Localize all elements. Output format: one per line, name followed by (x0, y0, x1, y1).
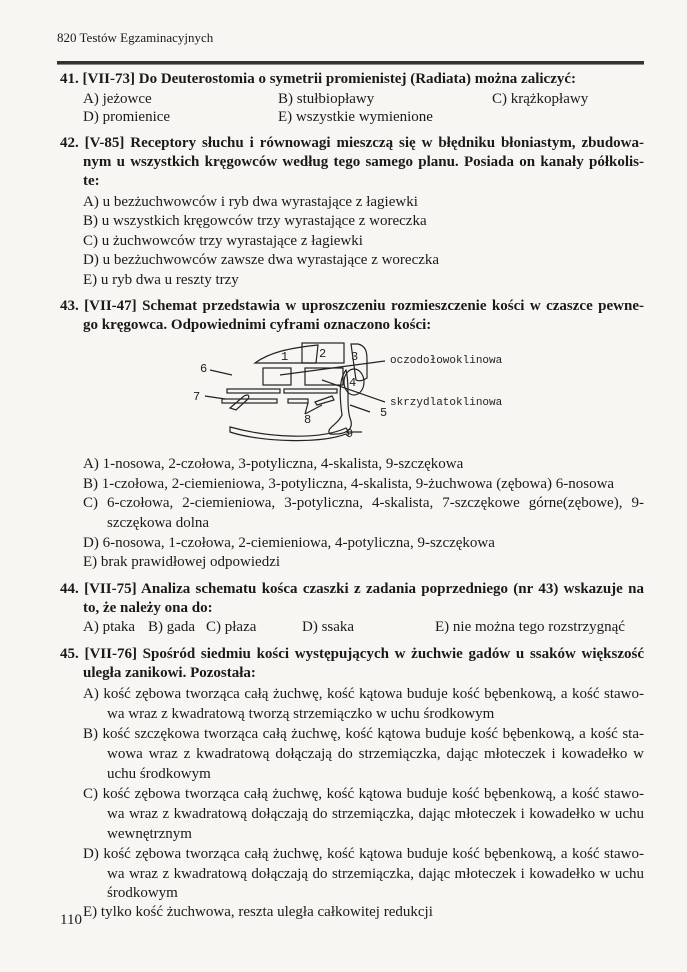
page-number: 110 (60, 912, 82, 928)
q44-option-e: E) nie można tego rozstrzygnąć (435, 619, 625, 635)
q41-option-d: D) promienice (83, 109, 171, 125)
q43-option-c: C) 6-czołowa, 2-ciemieniowa, 3-potyliczna, 4-skalista, 7-szczękowe górne(zębowe), 9- (83, 495, 644, 511)
q43-option-d: D) 6-nosowa, 1-czołowa, 2-ciemieniowa, 4-potyliczna, 9-szczękowa (83, 535, 495, 551)
q42-option-e: E) u ryb dwa u reszty trzy (83, 272, 239, 288)
q45-option-a: wa wraz z kwadratową tworzą strzemiączko w uchu środkowym (107, 706, 495, 722)
q45-option-c: C) kość zębowa tworząca całą żuchwę, kość kątowa buduje kość bębenkową, a kość stawo- (83, 786, 644, 802)
question-43-title: 43. [VII-47] Schemat przedstawia w uproszczeniu rozmieszczenie kości w czaszce pewne- (60, 298, 644, 314)
running-header: 820 Testów Egzaminacyjnych (57, 30, 214, 45)
question-44-title: to, że należy ona do: (83, 600, 213, 616)
bone-5 (329, 370, 351, 434)
label-pterygosphenoid: skrzydlatoklinowa (390, 397, 503, 409)
q42-option-b: B) u wszystkich kręgowców trzy wyrastające z woreczka (83, 213, 427, 229)
q43-option-b: B) 1-czołowa, 2-ciemieniowa, 3-potyliczna, 4-skalista, 9-żuchwowa (zębowa) 6-nosowa (83, 476, 615, 492)
q45-option-b: wowa wraz z kwadratową dołączają do strzemiączka, dając młoteczek i kowadełko w (107, 746, 644, 762)
q41-option-a: A) jeżowce (83, 91, 152, 107)
label-2: 2 (319, 347, 327, 361)
question-41-title: 41. [VII-73] Do Deuterostomia o symetrii promienistej (Radiata) można zaliczyć: (60, 71, 576, 87)
question-44-title: 44. [VII-75] Analiza schematu kośca czaszki z zadania poprzedniego (nr 43) wskazuje na (60, 581, 644, 597)
header-rule (57, 61, 644, 65)
q45-option-b: B) kość szczękowa tworząca całą żuchwę, kość kątowa buduje kość bębenkową, a kość sta- (83, 726, 644, 742)
q45-option-d: wa wraz z kwadratową dołączają do strzemiączka, dając młoteczek i kowadełko w uchu (107, 866, 644, 882)
label-1: 1 (281, 350, 289, 364)
q45-option-c: wewnętrznym (107, 826, 192, 842)
q43-option-e: E) brak prawidłowej odpowiedzi (83, 554, 281, 570)
question-42-title: 42. [V-85] Receptory słuchu i równowagi mieszczą się w błędniku błoniastym, zbudowa- (60, 135, 644, 151)
q45-option-c: wa wraz z kwadratową dołączają do strzemiączka, dając młoteczek i kowadełko w uchu (107, 806, 644, 822)
q44-option-c: C) płaza (206, 619, 257, 635)
q45-option-d: środkowym (107, 885, 178, 901)
q41-option-b: B) stułbiopławy (278, 91, 375, 107)
q44-option-d: D) ssaka (302, 619, 355, 635)
label-4: 4 (349, 376, 357, 390)
label-5: 5 (380, 406, 388, 420)
question-45-title: uległa zanikowi. Pozostała: (83, 665, 256, 681)
q42-option-d: D) u bezżuchwowców zawsze dwa wyrastające z woreczka (83, 252, 440, 268)
label-8: 8 (304, 413, 312, 427)
label-7: 7 (193, 390, 201, 404)
q45-option-e: E) tylko kość żuchwowa, reszta uległa całkowitej redukcji (83, 904, 433, 920)
q43-option-a: A) 1-nosowa, 2-czołowa, 3-potyliczna, 4-skalista, 9-szczękowa (83, 456, 464, 472)
question-42-title: nym u wszystkich kręgowców według tego samego planu. Posiada on kanały półkolis- (83, 154, 644, 170)
q42-option-a: A) u bezżuchwowców i ryb dwa wyrastające z łagiewki (83, 194, 418, 210)
q41-option-c: C) krążkopławy (492, 91, 589, 107)
question-43-title: go kręgowca. Odpowiednimi cyframi oznaczono kości: (83, 317, 432, 333)
q44-option-b: B) gada (148, 619, 196, 635)
q44-option-a: A) ptaka (83, 619, 136, 635)
question-45-title: 45. [VII-76] Spośród siedmiu kości występujących w żuchwie gadów u ssaków większość (60, 646, 644, 662)
q43-option-c-cont: szczękowa dolna (107, 515, 210, 531)
q45-option-d: D) kość zębowa tworząca całą żuchwę, kość kątowa buduje kość bębenkową, a kość stawo- (83, 846, 644, 862)
skull-diagram (150, 330, 550, 450)
q42-option-c: C) u żuchwowców trzy wyrastające z łagiewki (83, 233, 363, 249)
q45-option-b: uchu środkowym (107, 766, 211, 782)
q45-option-a: A) kość zębowa tworząca całą żuchwę, kość kątowa buduje kość bębenkową, a kość stawo- (83, 686, 644, 702)
label-6: 6 (200, 362, 208, 376)
label-orbitosphenoid: oczodołowoklinowa (390, 355, 503, 367)
q41-option-e: E) wszystkie wymienione (278, 109, 433, 125)
question-42-title: te: (83, 173, 100, 189)
label-3: 3 (351, 350, 359, 364)
label-9: 9 (346, 427, 354, 441)
